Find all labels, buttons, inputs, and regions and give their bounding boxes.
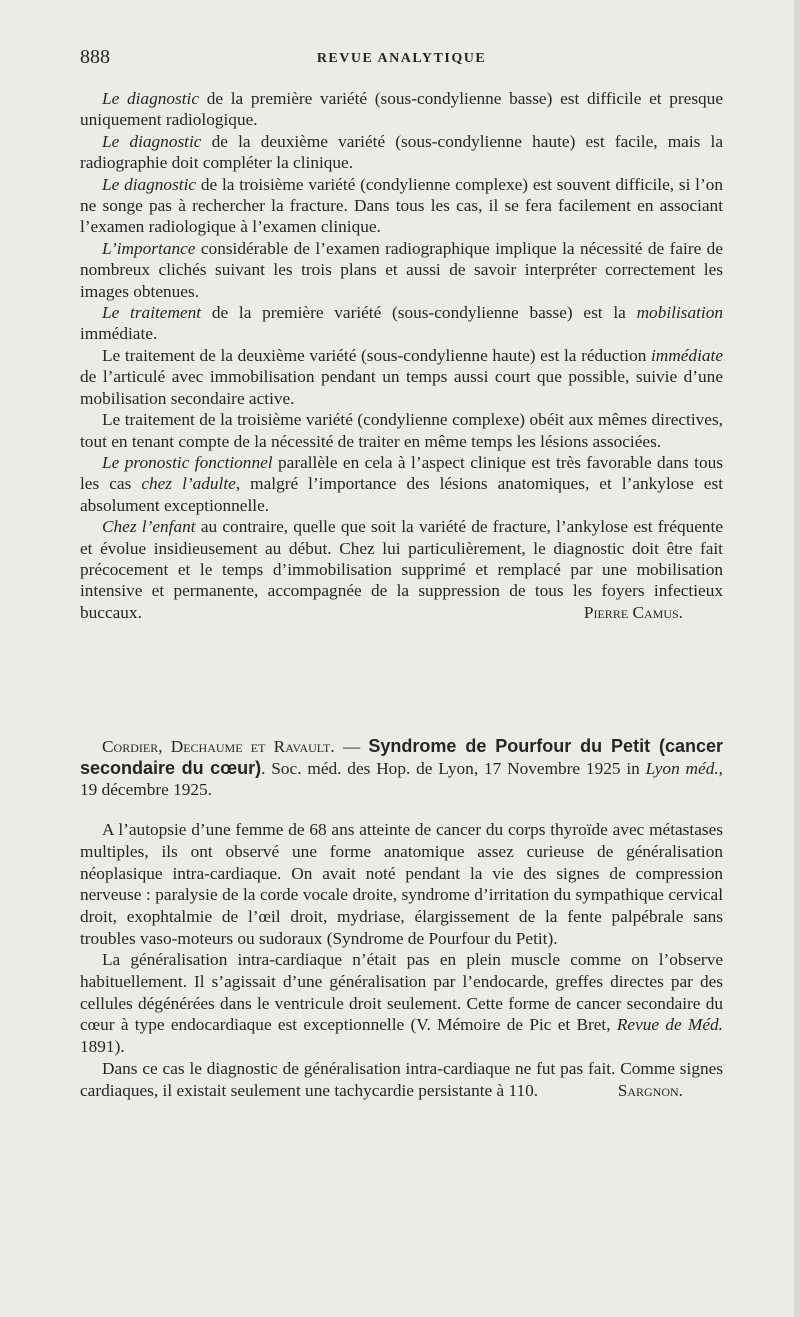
paragraph-text: de l’articulé avec immobilisation pendant un temps aussi court que possible, suivie d’une mobilisation secondaire active. (80, 367, 723, 408)
italic-phrase: Le diagnostic (102, 89, 199, 108)
source-text: . Soc. méd. des Hop. de Lyon, 17 Novembre 1925 in (261, 758, 646, 778)
review-sargnon (80, 736, 723, 1101)
paragraph-text: , malgré l’importance des lésions anatomiques, et l’ankylose est absolument exceptionnelle. (80, 474, 724, 515)
paragraph-text: considérable de l’examen radiographique implique la nécessité de faire de nombreux clichés suivant les trois plans et aussi de savoir interpréter correctement les images obtenues. (80, 238, 723, 301)
paragraph-text: de la deuxième variété (sous-condylienne haute) est facile, mais la radiographie doit compléter la clinique. (80, 131, 724, 173)
paragraph-text: de la troisième variété (condylienne complexe) est souvent difficile, si l’on ne songe pas à rechercher la fracture. Dans tous les cas, il se fera facilement en associant l’examen radiologique à l’examen clinique. (80, 174, 723, 237)
dash: — (334, 737, 369, 756)
paragraph-text: parallèle en cela à l’aspect clinique est très favorable dans tous les cas (80, 452, 723, 494)
paragraph (80, 131, 723, 174)
paragraph-text: immédiate. (80, 324, 158, 344)
paragraph (80, 516, 723, 623)
italic-phrase: mobilisation (636, 303, 723, 323)
paragraph-text: au contraire, quelle que soit la variété de fracture, l’ankylose est fréquente et évolue insidieusement au début. Chez lui particulièrement, le diagnostic doit être fait précocement et le temps d’immobilisation supprimé et remplacé par une mobilisation intensive et permanente, accompagnée de la suppression de tous les foyers infectieux buccaux. (80, 517, 724, 622)
italic-phrase: L’importance (102, 238, 196, 258)
paragraph-text: de la première variété (sous-condylienne basse) est difficile et presque uniquement radiologique. (80, 89, 723, 130)
page-header (80, 46, 723, 72)
paragraph (80, 452, 723, 516)
page-edge-shadow (794, 0, 800, 1317)
paragraph (80, 238, 723, 302)
paragraph (80, 88, 723, 131)
paragraph-text: A l’autopsie d’une femme de 68 ans atteinte de cancer du corps thyroïde avec métastases multiples, ils ont observé une forme anatomique assez curieuse de généralisation néoplasique intra-cardiaque. On avait noté pendant la vie des signes de compression nerveuse : paralysie de la corde vocale droite, syndrome d’irritation du sympathique cervical droit, exophtalmie de l’œil droit, mydriase, élargissement de la fente palpébrale sans troubles vaso-moteurs ou sudoraux (Syndrome de Pourfour du Petit). (80, 820, 723, 948)
review-camus (80, 88, 723, 623)
italic-phrase: Le diagnostic (102, 131, 202, 151)
source-text: , 19 décembre 1925. (80, 758, 723, 800)
italic-phrase: Revue de Méd. (616, 1015, 723, 1035)
paragraph-text: Le traitement de la deuxième variété (sous-condylienne haute) est la réduction (102, 345, 651, 365)
paragraph (80, 302, 723, 345)
paragraph-text: Dans ce cas le diagnostic de généralisation intra-cardiaque ne fut pas fait. Comme signes cardiaques, il existait seulement une tachycardie persistante à 110. (80, 1058, 723, 1100)
paragraph (80, 345, 723, 409)
journal-name: Lyon méd. (645, 758, 719, 778)
italic-phrase: chez l’adulte (141, 474, 236, 494)
paragraph-text: La généralisation intra-cardiaque n’était pas en plein muscle comme on l’observe habituellement. Il s’agissait d’une généralisation par l’endocarde, greffes directes par des cellules dégénérées dans le ventricule droit seulement. Cette forme de cancer secondaire du cœur à type endocardiaque est exceptionnelle (V. Mémoire de Pic et Bret, (80, 950, 723, 1035)
paragraph (80, 174, 723, 238)
signature: Sargnon. (617, 1080, 683, 1100)
italic-phrase: Le pronostic fonctionnel (102, 452, 273, 472)
page-number: 888 (80, 46, 110, 68)
italic-phrase: Le diagnostic (102, 174, 197, 194)
paragraph (80, 819, 723, 949)
signature: Pierre Camus. (583, 602, 683, 622)
authors: Cordier, Dechaume et Ravault. (102, 737, 335, 756)
italic-phrase: immédiate (651, 345, 723, 365)
running-title: REVUE ANALYTIQUE (316, 51, 487, 66)
paragraph-text: 1891). (80, 1037, 125, 1057)
article-title: Syndrome de Pourfour du Petit (cancer secondaire du cœur) (80, 736, 724, 778)
italic-phrase: Le traitement (102, 303, 202, 323)
paragraph (80, 409, 723, 452)
bibliographic-reference (80, 736, 723, 801)
paragraph (80, 1058, 723, 1101)
paragraph (80, 949, 723, 1058)
spacer (80, 801, 723, 819)
italic-phrase: Chez l’enfant (102, 517, 196, 537)
paragraph-text: de la première variété (sous-condylienne basse) est la (201, 303, 637, 323)
paragraph-text: Le traitement de la troisième variété (condylienne complexe) obéit aux mêmes directives, tout en tenant compte de la nécessité de traiter en même temps les lésions associées. (80, 410, 723, 451)
